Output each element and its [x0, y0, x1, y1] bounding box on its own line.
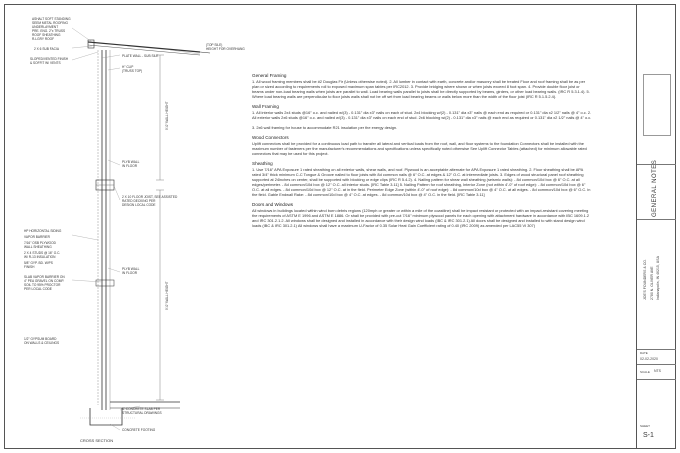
note-body: 1. All interior walls 2x4 studs @16" o.c. and nailed w/(3) - 0.131" dia x3" nails on each of stud. 2x4 blocking w/(2) - 0.131" dia x3" nails @ each end as required or 0.131" dia x2 1/2" nails @ 4" o.c. 2. All exterior walls 2x6 studs @16" o.c. and nailed w/(3) - 0.131" dia x3" nails on each end of stud. 2x6 blocking w/(2) - 0.131" dia x3" nails @ each end as required or 0.131" dia x2 1/2" nails @ 4" o.c. 3. 2x6 wall framing for house to accommodate R21 insulation per the energy design. [252, 110, 592, 130]
label-ext-4: WALL SHEATHING [24, 245, 52, 249]
note-section-wall-framing [252, 104, 592, 130]
label-roof-3: UNDERLAYMENT [32, 25, 59, 29]
label-roof-6: R-LGRY ROOF [32, 37, 55, 41]
label-plate: PLATE WALL - SUB SILE [122, 54, 159, 58]
label-footing-1: 8" CONCRETE SLAB PER [122, 407, 161, 411]
revision-table [643, 74, 671, 136]
scale-value: NTS [654, 369, 661, 373]
roof-labels [30, 17, 245, 73]
label-ext-8: FINISH [24, 265, 35, 269]
note-heading: Doors and Windows [252, 202, 294, 207]
foundation-labels [122, 407, 162, 432]
note-section-wood-connectors [252, 135, 592, 156]
label-lower-wall-height: 9'-0" WALL HEIGHT [165, 281, 169, 310]
label-ext-5: 2 X 4 STUDS @ 16" O.C. [24, 251, 61, 255]
label-sheathing-lower-2: IN FLOOR [122, 271, 138, 275]
scale-cell [637, 364, 676, 379]
cross-section-drawing [10, 10, 245, 443]
label-floor-2: RATED DECKING PER [122, 199, 156, 203]
label-soffit-2: & SOFFIT W/ VENTS [30, 61, 61, 65]
label-sheathing-1: PLYB WALL [122, 160, 140, 164]
label-upper-wall-height: 9'-0" WALL HEIGHT [165, 101, 169, 130]
label-clip: H" CLIP [122, 65, 134, 69]
sheet-title: GENERAL NOTES [652, 159, 658, 217]
project-info-cell [637, 219, 676, 349]
sheet-number: S-1 [643, 432, 654, 439]
label-slab-4: PER LOCAL CODE [24, 287, 52, 291]
wall-assembly [96, 50, 114, 410]
title-block [636, 4, 676, 449]
note-section-doors-windows [252, 202, 592, 228]
revision-area [637, 4, 676, 164]
label-rafter: 2 X 6 SUB FACIA [34, 47, 59, 51]
sheet-title-cell [637, 159, 676, 219]
label-clip-2: (TRUSS TOP) [122, 69, 143, 73]
label-roof-4: PRE. ENG. 2"x TRUSS [32, 29, 66, 33]
wall-labels [24, 160, 178, 345]
date-value: 02-02-2020 [640, 357, 658, 361]
label-ext-3: 7/16" OSB PLYWOOD [24, 241, 56, 245]
date-label: DATE [640, 351, 648, 355]
label-ext-1: HP HORIZONTAL SIDING [24, 229, 62, 233]
label-roof-5: ROOF SHEATHING [32, 33, 61, 37]
label-overhang: HEIGHT FOR OVERHANG [206, 47, 245, 51]
label-base-2: ON WALLS & CEILINGS [24, 341, 60, 345]
label-ext-7: 5/8" GYP. BD. W/PS [24, 261, 53, 265]
note-heading: Wood Connectors [252, 135, 289, 140]
address-line-1: 2780 N. OLIVER AVE [650, 266, 654, 300]
scale-label: SCALE [640, 370, 650, 374]
note-section-general-framing [252, 73, 592, 99]
label-top-plate: (TOP SILE) [206, 43, 223, 47]
label-ext-2: VAPOR BARRIER [24, 235, 50, 239]
label-footing-2: STRUCTURAL DRAWINGS [122, 411, 162, 415]
label-sheathing-2: IN FLOOR [122, 164, 138, 168]
label-roof-2: SEEM METAL ROOFING [32, 21, 68, 25]
label-floor-3: DESIGN LOCAL CODE [122, 203, 156, 207]
label-ext-6: W/ R-13 INSULATION [24, 255, 56, 259]
leader-lines [72, 28, 200, 430]
label-slab-3: SOIL TO 95% PROCTOR [24, 283, 61, 287]
label-slab-1: SLAB VAPOR BARRIER ON [24, 275, 65, 279]
label-sheathing-lower-1: PLYB WALL [122, 267, 140, 271]
general-notes [252, 68, 592, 228]
note-body: Uplift connectors shall be provided for a continuous load path to transfer all lateral and vertical loads from the roof, wall, and floor systems to the foundation Connectors shall be installed with the maximum number of fasteners per the manufacturer's recommendations and specifications unless specifically noted otherwise See Uplift Connector Tables (attached) for minimum allowable rated connectors that may be used for this project. [252, 141, 587, 156]
address-line-2: Indianapolis, IN 46215, USA [656, 256, 660, 300]
label-slab-2: 4" PEA GRAVEL ON COMP. [24, 279, 65, 283]
client-name: JOE'S FOUNDERS & CO. [643, 259, 647, 300]
sheet-label: SHEET [640, 424, 651, 428]
label-soffit-1: SLOPED/VENTED FINISH [30, 57, 69, 61]
dimension-lines [156, 55, 164, 400]
note-heading: Sheathing [252, 161, 273, 166]
date-cell [637, 349, 676, 364]
sheet-number-cell [637, 379, 676, 449]
label-floor-1: 2 X 10 FLOOR JOIST, SEE ASSISTED [122, 195, 178, 199]
note-body: 1. Use 7/16" APA Exposure 1 rated sheathing on all exterior walls, shear walls, and roof. Plywood is an acceptable alternate for APA Exposure 1 rated sheathing. 2. Floor sheathing shall be APA rated 3/4" thick minimum C-C Tongue & Groove nailed to floor joists with 8d common nails @ 6" O.C. at edges & 12" O.C. at intermediate joists. 3. Edges of wood structural panel roof sheathing supported at 24inches on center, shall be supported with blocking or edge clips (IRC R 5.4.2). 4. Nailing pattern for shear wall sheathing (seismic walls): - 8d common/10d box @ 6" O.C. at all edges/perimeter. - 8d common/10d box @ 12" O.C. all interior studs. [IRC Table 3.11] 5. Nailing Pattern for roof sheathing, Interior Zone (not within 4'-0" of roof edge): - 8d common/10d box @ 6" O.C. at all edges. - 8d common/10d box @ 12" O.C. at in the field. Perimeter Edge Zone (within 4'-0" of roof edge): - 8d common/10d box @ 4" O.C. at all edges. - 8d common/10d box @ 6" O.C. in the field. Gable Endwall Rake: - 8d common/10d box @ 4" O.C. at edges. - 8d common/10d box @ 4" O.C. in the field. [IRC Table 3.11] [252, 167, 591, 197]
note-body: All windows in buildings located within wind born debris regions (120mph or greater or within a mile of the coastline) shall be impact resistant or protected with an impact-resistant covering meeting the requirements of ASTM E 1996 and ASTM E 1886. Or shall be provided with pre-cut 7/16" minimum plywood panels for each opening with attachment hardware in accordance with IBC 1609.1.2 and IRC 301.2.1.2. All windows shall be designed and installed in accordance with their design wind loads (IBC & IRC 301.2.1) All doors shall be designed and installed to with stand design wind loads (IBC & IRC 301.2.1) All windows shall have a maximum U-Factor of 0.35 Solar Heat Gain Coefficient rating of 0.40 (IRC 2009) as amended per LAC55 VI 307) [252, 208, 590, 228]
note-heading: Wall Framing [252, 104, 279, 109]
label-base-1: 1/2" GYPSUM BOARD [24, 337, 57, 341]
label-footing-3: CONCRETE FOOTING [122, 428, 156, 432]
note-heading: General Framing [252, 73, 287, 78]
note-section-sheathing [252, 161, 592, 197]
note-body: 1. All wood framing members shall be #2 Douglas Fir (Unless otherwise noted). 2. All lumber in contact with earth, concrete and/or masonry shall be treated Floor and roof framing shall be as per plan or sized according to requirements roll to exposed maximum span tables per IRC2012. 3. Provide bridging where shown or when joists exceed 8 foot span. 4. Provide double floor joist or beams under non-load bearing walls when joists are parallel to wall. Load bearing walls parallel to joists shall be directly supported by beams, girders, or other load bearing walls. (IRC R 5.3.1.4). 5. Where load bearing walls are perpendicular to floor joists walls shall not be off set from load bearing beams or walls below more than the width of the floor joist (IRC R 5.1.5.2.4). [252, 79, 590, 99]
drawing-title: CROSS SECTION [80, 438, 114, 443]
label-roof-1: ASHALT SOFT STANDING [32, 17, 71, 21]
